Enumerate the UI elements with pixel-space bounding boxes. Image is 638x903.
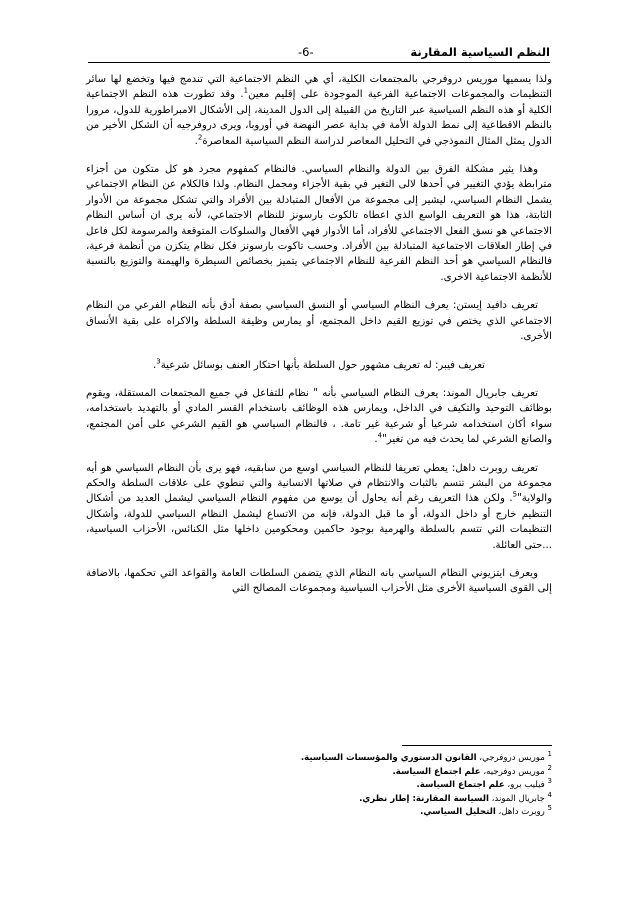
paragraph-etzioni: ويعرف ايتزيوني النظام السياسي بانه النظام الذي يتضمن السلطات العامة والقواعد التي تحكمها، بالاضافة إلى القوى السياسية الأخرى مثل الأحزاب السياسية ومجموعات المصالح التي <box>86 567 552 595</box>
page-number: -6- <box>298 45 314 59</box>
paragraph-dahl: تعريف روبرت داهل: يعطي تعريفا للنظام السياسي اوسع من سابقيه، فهو يرى بأن النظام السياسي هو أيه مجموعة من البشر تتسم بالثبات والانتظام في صلاتها الانسانية والتي تنطوي على علاقات السلطة والحكم والولاية"$^5$. ولكن هذا التعريف رغم أنه يحاول أن يوسع من مفهوم النظام السياسي ليشمل العديد من أشكال التنظيم خارج أو داخل الدولة، أو ما قبل الدولة، فإنه من الاتساع ليشمل النظام السياسي للدولة، وأشكال التنظيمات التي تتسم بالسلطة والهرمية بوجود حاكمين ومحكومين داخلها مثل الكنائس، الأحزاب السياسية، ...حتى العائلة. <box>86 462 552 551</box>
footnote-3: $^3$ فيليب برو، علم اجتماع السياسة. <box>416 777 552 791</box>
body-text <box>86 72 552 610</box>
paragraph-2: وهذا يثير مشكلة الفرق بين الدولة والنظام السياسي. فالنظام كمفهوم مجرد هو كل متكون من أجزاء مترابطة يؤدي التغيير في أحدها لالى التغير في بقية الأجزاء ومجمل النظام. ولذا فالكلام عن النظام الاجتماعي يشمل النظام السياسي، ليشير إلى مجموعة من الأفعال المتبادلة بين الأفراد والتي تشكل مجموعة من الأدوار الثابتة، هذا هو التعريف الواسع الذي اعطاه تالكوت بارسونز للنظام الاجتماعي، لأنه يرى ان أساس النظام الاجتماعي هو نسق الفعل الاجتماعي للأفراد، أما الأدوار فهي الأفعال والسلوكات المتوقعة والمرسومة لكل فاعل في إطار العلاقات الاجتماعية المتبادلة بين الأفراد. وحسب تاكوت بارسونز فكل نظام يتكزن من أنظمة فرعية، فالنظام السياسي هو أحد النظم الفرعية للنظام الاجتماعي يتميز بخصائص السيطرة والهيمنة والتوزيع بالنسبة للأنظمة الاجتماعية الاخرى. <box>86 164 552 283</box>
footnote-ref-5: 5 <box>512 490 518 499</box>
footnote-5: $^5$ روبرت داهل، التحليل السياسي. <box>420 804 552 818</box>
footnote-ref-4: 4 <box>377 431 383 440</box>
footnotes <box>86 752 552 820</box>
footnote-1: $^1$ موريس دروفرجي، القانون الدستوري والمؤسسات السياسية. <box>300 750 552 763</box>
footnote-ref-1: 1 <box>243 87 249 96</box>
footnote-ref-2: 2 <box>197 133 203 142</box>
footnote-ref-3: 3 <box>156 357 161 366</box>
running-title: النظم السياسية المقارنة <box>410 45 550 59</box>
paragraph-easton: تعريف دافيد إيستن: يعرف النظام السياسي أو النسق السياسي بصفة أدق بأنه النظام الفرعي من النظام الاجتماعي الذي يختص في توزيع القيم داخل المجتمع، أو يمارس وظيفة السلطة والاكراه على بقية الأنساق الأخرى. <box>86 300 552 343</box>
paragraph-almond: تعريف جابريال الموند: يعرف النظام السياسي بأنه " نظام للتفاعل في جميع المجتمعات المستقلة، ويقوم بوظائف التوحيد والتكيف في الداخل، ويمارس هذه الوظائف باستخدام القسر المادي أو بالتهديد باستخدامه، سواء أكان استخدامه شرعيا أو شرعية غير تامة. ، فالنظام السياسي هو القيم الشرعي على أمن المجتمع، والصانع الشرعي لما يحدث فيه من تغير"$^4$. <box>86 387 552 446</box>
footnote-2: $^2$ موريس دوفرجيه، علم اجتماع السياسة. <box>392 763 552 777</box>
footnote-separator <box>402 745 552 746</box>
footnote-4: $^4$ جابريال الموند، السياسة المقارنة: إطار نظري. <box>359 790 552 804</box>
paragraph-1: ولذا يسميها موريس دروفرجي بالمجتمعات الكلية، أي هي النظم الاجتماعية التي تندمج فيها وتخضع لها سائر التنظيمات والمجموعات الاجتماعية الفرعية الموجودة على إقليم معين$^1$. وقد تطورت هذه النظم الاجتماعية الكلية أو هذه النظم السياسية عبر التاريخ من القبيلة إلى الدول المدينة، إلى الأشكال الامبراطورية للدول، مرورا بالنظم الاقطاعية إلى نمط الدولة الأمة في بداية عصر النهضة في أوروبا، ويرى دروفرجيه أن الشكل الأخير من الدول يمثل المثال النموذجي في التحليل المعاصر لدراسة النظم السياسية المعاصرة$^2$. <box>86 74 552 147</box>
paragraph-weber: تعريف فيبر: له تعريف مشهور حول السلطة بأنها احتكار العنف بوسائل شرعية$^3$. <box>152 357 486 371</box>
page-header <box>88 44 550 63</box>
